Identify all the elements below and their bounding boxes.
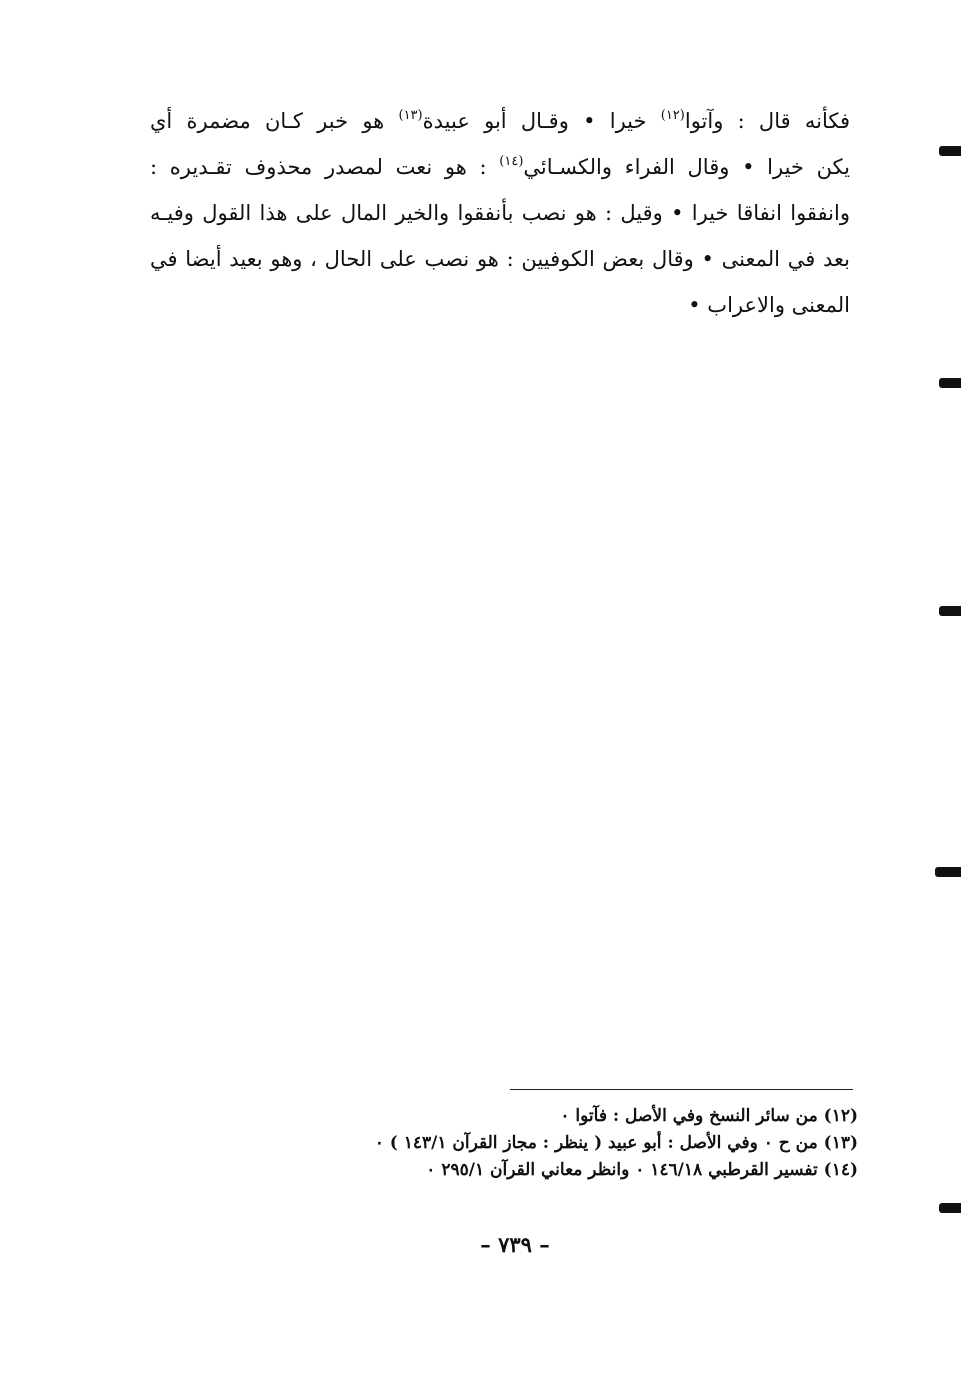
text-segment: بعد في المعنى • وقال بعض الكوفيين : هو نصب على الحال ، وهو بعيد أيضا في bbox=[150, 247, 850, 271]
footnote-13: (١٣) من ح ٠ وفي الأصل : أبو عبيد ( ينظر : مجاز القرآن ١٤٣/١ ) ٠ bbox=[374, 1133, 858, 1153]
text-segment: فكأنه قال : وآتوا bbox=[684, 109, 851, 133]
text-segment: وانفقوا انفاقا خيرا • وقيل : هو نصب بأنفقوا والخير المال على هذا القول وفيـه bbox=[150, 201, 850, 225]
text-line bbox=[150, 236, 850, 282]
scan-edge-mark bbox=[935, 867, 961, 877]
page-number: – ٧٣٩ – bbox=[480, 1232, 550, 1257]
footnotes bbox=[198, 1103, 858, 1184]
footnote-ref: (١٢) bbox=[660, 108, 685, 123]
text-segment: خيرا • وقـال أبو عبيدة bbox=[422, 109, 661, 133]
footnote-ref: (١٤) bbox=[499, 154, 524, 169]
scan-edge-mark bbox=[939, 606, 961, 616]
text-line bbox=[150, 282, 850, 328]
text-line bbox=[150, 190, 850, 236]
scan-edge-mark bbox=[939, 146, 961, 156]
footnote-ref: (١٣) bbox=[398, 108, 423, 123]
main-text bbox=[150, 98, 850, 328]
text-segment: هو خبر كـان مضمرة أي bbox=[150, 109, 399, 133]
text-line bbox=[150, 144, 850, 190]
footnote-12: (١٢) من سائر النسخ وفي الأصل : فآتوا ٠ bbox=[560, 1106, 858, 1126]
text-segment: المعنى والاعراب • bbox=[688, 293, 850, 317]
scan-edge-mark bbox=[939, 378, 961, 388]
scan-edge-mark bbox=[939, 1203, 961, 1213]
footnote-14: (١٤) تفسير القرطبي ١٤٦/١٨ ٠ وانظر معاني القرآن ٢٩٥/١ ٠ bbox=[426, 1160, 858, 1180]
text-segment: يكن خيرا • وقال الفراء والكسـائي bbox=[523, 155, 851, 179]
text-segment: : هو نعت لمصدر محذوف تقـديره : bbox=[150, 155, 500, 179]
text-line bbox=[150, 98, 850, 144]
footnote-separator bbox=[510, 1089, 853, 1090]
